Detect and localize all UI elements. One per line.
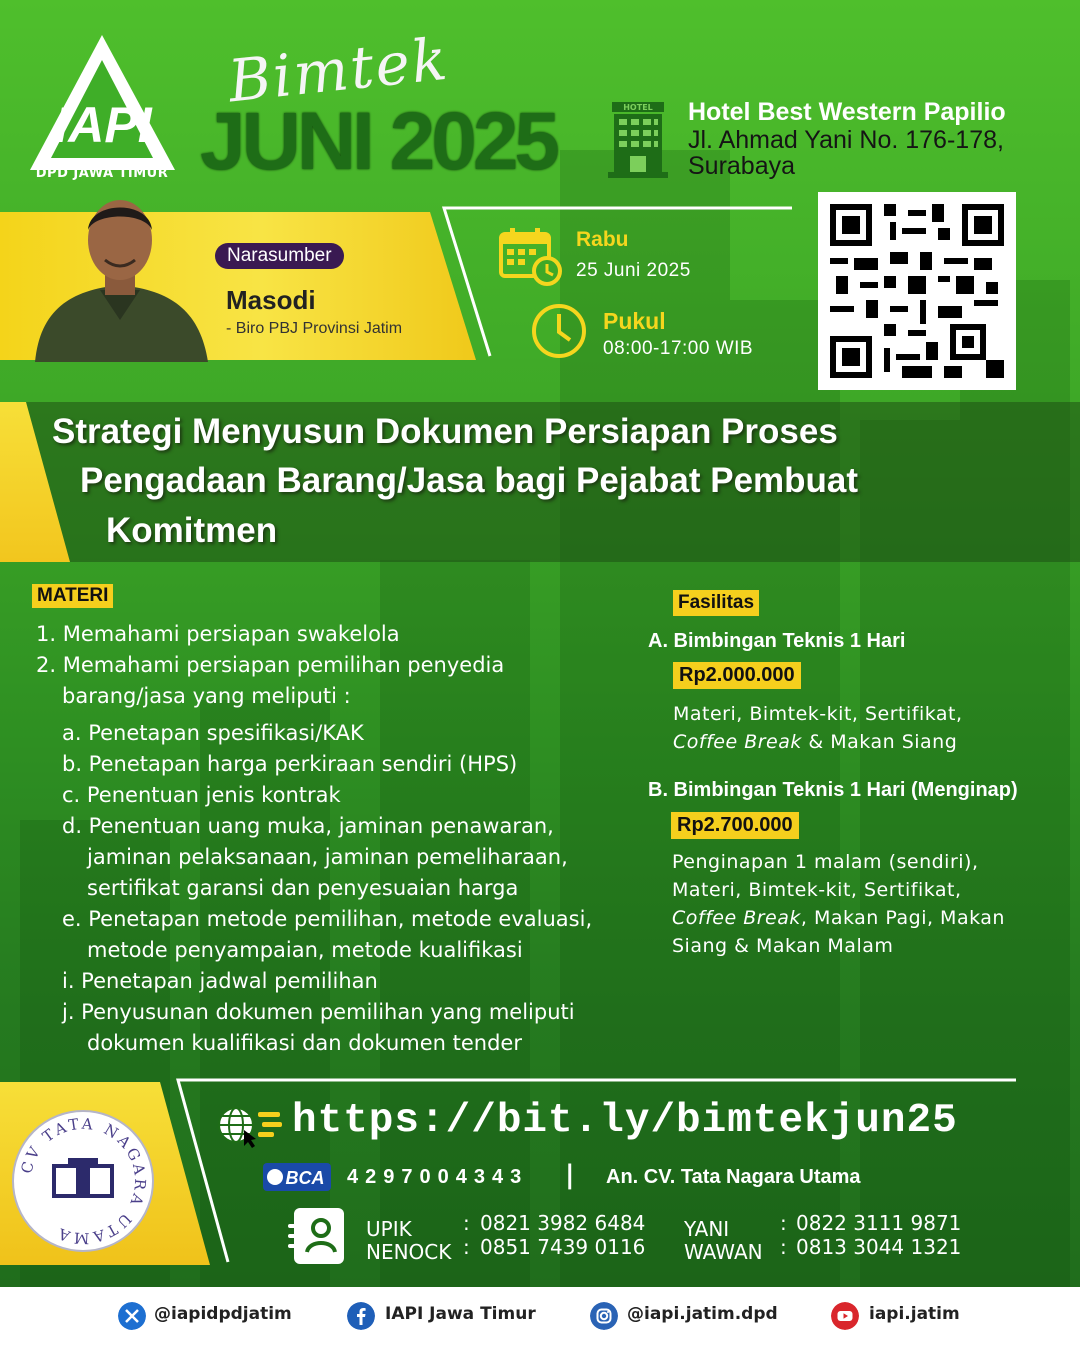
fasilitas-label: Fasilitas <box>673 590 759 616</box>
package-a-title: A. Bimbingan Teknis 1 Hari <box>648 630 906 652</box>
hotel-address <box>688 127 1048 179</box>
title-main: JUNI 2025 <box>200 96 557 187</box>
contact-separator: : <box>463 1211 470 1235</box>
social-handle-youtube[interactable]: iapi.jatim <box>869 1304 960 1324</box>
materi-line: j. Penyusunan dokumen pemilihan yang meliputi <box>62 1000 575 1024</box>
logo-letters: IAPI <box>54 97 152 153</box>
x-twitter-icon[interactable] <box>118 1302 146 1330</box>
package-b-price: Rp2.700.000 <box>671 812 799 839</box>
event-date: 25 Juni 2025 <box>576 260 691 281</box>
materi-line: jaminan pelaksanaan, jaminan pemeliharaan, <box>87 845 568 869</box>
hotel-address-line2: Surabaya <box>688 152 796 180</box>
package-b-desc-1: Penginapan 1 malam (sendiri), <box>672 851 979 873</box>
iapi-logo <box>25 30 180 185</box>
contact-name: UPIK <box>366 1217 412 1241</box>
account-number: 4297004343 <box>347 1166 529 1188</box>
materi-line: b. Penetapan harga perkiraan sendiri (HPS) <box>62 752 518 776</box>
package-b-desc-2: Materi, Bimtek-kit, Sertifikat, <box>672 879 962 901</box>
time-label: Pukul <box>603 308 666 334</box>
hotel-icon-label: HOTEL <box>623 103 653 112</box>
bca-logo <box>263 1163 331 1191</box>
contact-phone: 0822 3111 9871 <box>796 1211 962 1235</box>
package-a-desc-2 <box>673 728 957 756</box>
speaker-badge: Narasumber <box>215 243 344 269</box>
topic-line-2: Pengadaan Barang/Jasa bagi Pejabat Pembuat <box>80 461 859 500</box>
package-b-title: B. Bimbingan Teknis 1 Hari (Menginap) <box>648 779 1018 801</box>
account-name: An. CV. Tata Nagara Utama <box>606 1166 861 1188</box>
registration-link[interactable]: https://bit.ly/bimtekjun25 <box>292 1098 958 1144</box>
hotel-icon <box>608 100 668 178</box>
contact-separator: : <box>780 1235 787 1259</box>
contact-phone: 0813 3044 1321 <box>796 1235 962 1259</box>
youtube-icon[interactable] <box>831 1302 859 1330</box>
materi-line: c. Penentuan jenis kontrak <box>62 783 341 807</box>
materi-line: sertifikat garansi dan penyesuaian harga <box>87 876 519 900</box>
materi-line: 2. Memahami persiapan pemilihan penyedia <box>36 653 505 677</box>
topic-line-3: Komitmen <box>106 511 278 550</box>
materi-label: MATERI <box>32 584 113 608</box>
contact-name: YANI <box>684 1217 730 1241</box>
speaker-photo <box>30 190 210 362</box>
facebook-icon[interactable] <box>347 1302 375 1330</box>
contact-separator: : <box>463 1235 470 1259</box>
qr-code[interactable] <box>818 192 1016 390</box>
company-logo <box>10 1108 156 1254</box>
speaker-name: Masodi <box>226 285 316 315</box>
materi-line: a. Penetapan spesifikasi/KAK <box>62 721 364 745</box>
package-a-desc-2-rest: & Makan Siang <box>801 731 958 753</box>
clock-icon <box>530 302 588 360</box>
social-handle-facebook[interactable]: IAPI Jawa Timur <box>385 1304 536 1324</box>
contact-name: NENOCK <box>366 1240 452 1264</box>
hotel-address-line1: Jl. Ahmad Yani No. 176-178, <box>688 126 1004 154</box>
event-time: 08:00-17:00 WIB <box>603 338 754 359</box>
coffee-break-text: Coffee Break <box>672 907 801 929</box>
contact-phone: 0821 3982 6484 <box>480 1211 646 1235</box>
title-script: Bimtek <box>225 24 452 116</box>
company-logo-text: CV TATA NAGARA UTAMA <box>17 1114 150 1248</box>
hotel-name: Hotel Best Western Papilio <box>688 98 1006 126</box>
materi-line: i. Penetapan jadwal pemilihan <box>62 969 378 993</box>
speaker-role: - Biro PBJ Provinsi Jatim <box>226 320 403 337</box>
logo-caption: DPD JAWA TIMUR <box>35 166 169 181</box>
instagram-icon[interactable] <box>590 1302 618 1330</box>
contact-name: WAWAN <box>684 1240 763 1264</box>
contact-separator: : <box>780 1211 787 1235</box>
package-b-desc-3-rest: , Makan Pagi, Makan <box>800 907 1005 929</box>
package-a-desc-1: Materi, Bimtek-kit, Sertifikat, <box>673 703 963 725</box>
contact-phone: 0851 7439 0116 <box>480 1235 646 1259</box>
calendar-icon <box>497 226 563 286</box>
coffee-break-text: Coffee Break <box>673 731 802 753</box>
materi-line: metode penyampaian, metode kualifikasi <box>87 938 523 962</box>
materi-line: dokumen kualifikasi dan dokumen tender <box>87 1031 522 1055</box>
materi-line: d. Penentuan uang muka, jaminan penawaran, <box>62 814 554 838</box>
package-b-desc-3 <box>672 904 1005 932</box>
package-b-desc-4: Siang & Makan Malam <box>672 935 894 957</box>
globe-icon <box>216 1102 286 1148</box>
contact-icon <box>288 1206 346 1266</box>
bca-logo-text: BCA <box>285 1168 325 1188</box>
package-a-price: Rp2.000.000 <box>673 662 801 689</box>
social-handle-x[interactable]: @iapidpdjatim <box>154 1304 292 1324</box>
materi-line: e. Penetapan metode pemilihan, metode evaluasi, <box>62 907 593 931</box>
social-handle-instagram[interactable]: @iapi.jatim.dpd <box>627 1304 778 1324</box>
account-separator: | <box>565 1160 575 1190</box>
qr-pattern <box>830 204 1004 378</box>
materi-line: barang/jasa yang meliputi : <box>62 684 351 708</box>
event-day: Rabu <box>576 228 629 251</box>
topic-line-1: Strategi Menyusun Dokumen Persiapan Proses <box>52 412 838 451</box>
materi-line: 1. Memahami persiapan swakelola <box>36 622 400 646</box>
